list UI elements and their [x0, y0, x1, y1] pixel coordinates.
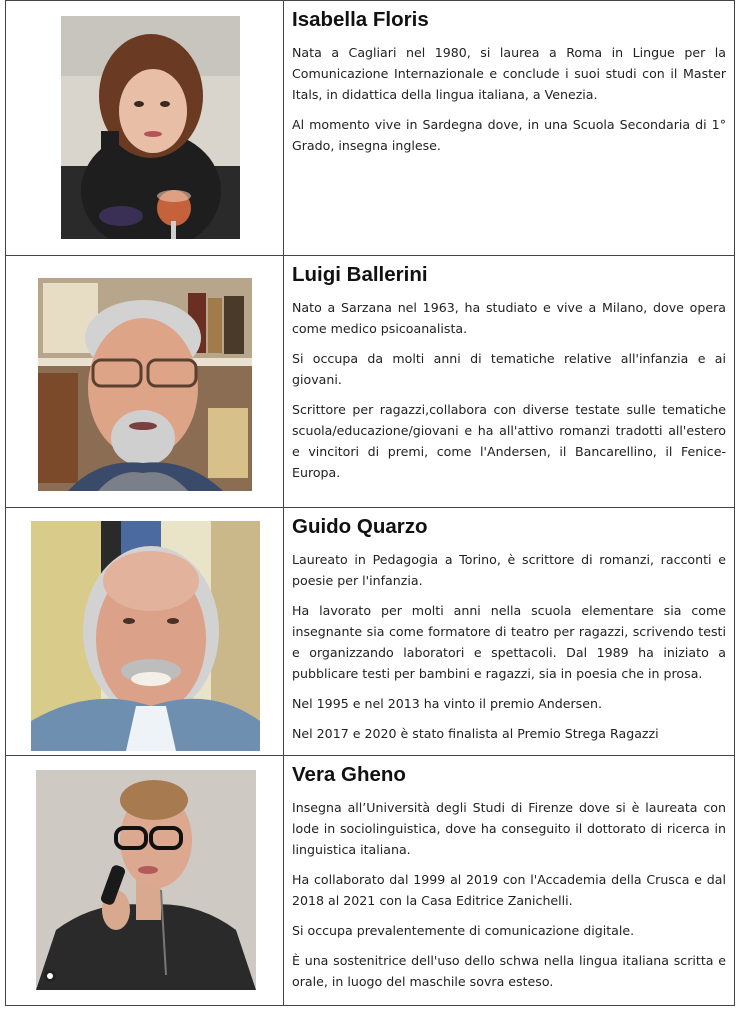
photo-cell	[6, 256, 284, 507]
bio-row-guido	[6, 507, 734, 755]
photo-cell	[6, 508, 284, 755]
photo-cell	[6, 1, 284, 255]
portrait-vera	[36, 770, 256, 990]
bio-paragraph: Ha lavorato per molti anni nella scuola elementare sia come insegnante sia come formatore di teatro per ragazzi, scrivendo testi e organizzando laboratori e spettacoli. Dal 1989 ha iniziato a pubblicare testi per bambini e ragazzi, sia in poesia che in prosa.	[292, 602, 726, 681]
bio-paragraph: Al momento vive in Sardegna dove, in una Scuola Secondaria di 1° Grado, insegna inglese.	[292, 116, 726, 153]
photo-cell	[6, 756, 284, 1005]
bio-row-luigi	[6, 255, 734, 507]
person-name: Isabella Floris	[292, 8, 429, 31]
bio-paragraph: Nato a Sarzana nel 1963, ha studiato e vive a Milano, dove opera come medico psicoanalista.	[292, 299, 726, 336]
bio-paragraph: Si occupa prevalentemente di comunicazione digitale.	[292, 922, 635, 938]
bio-paragraph: Ha collaborato dal 1999 al 2019 con l'Accademia della Crusca e dal 2018 al 2021 con la Casa Editrice Zanichelli.	[292, 871, 726, 908]
portrait-guido	[31, 521, 260, 751]
bio-text-cell	[284, 508, 734, 755]
portrait-isabella	[61, 16, 240, 239]
bio-row-isabella	[6, 1, 734, 255]
bio-text-cell	[284, 1, 734, 255]
person-name: Luigi Ballerini	[292, 263, 428, 286]
bio-paragraph: Nel 1995 e nel 2013 ha vinto il premio Andersen.	[292, 695, 602, 711]
person-name: Guido Quarzo	[292, 515, 428, 538]
bio-paragraph: Laureato in Pedagogia a Torino, è scrittore di romanzi, racconti e poesie per l'infanzia.	[292, 551, 726, 588]
bio-text-cell	[284, 256, 734, 507]
bio-paragraph: Insegna all’Università degli Studi di Firenze dove si è laureata con lode in sociolinguistica, dove ha conseguito il dottorato di ricerca in linguistica italiana.	[292, 799, 726, 857]
bio-paragraph: È una sostenitrice dell'uso dello schwa nella lingua italiana scritta e orale, in luogo del maschile sovra esteso.	[292, 952, 726, 989]
bio-text-cell	[284, 756, 734, 1005]
portrait-luigi	[38, 278, 252, 491]
bio-paragraph: Scrittore per ragazzi,collabora con diverse testate sulle tematiche scuola/educazione/giovani e ha all'attivo romanzi tradotti all'estero e vincitori di premi, come l'Andersen, il Bancarellino, il Fenice-Europa.	[292, 401, 726, 480]
person-name: Vera Gheno	[292, 763, 406, 786]
bio-paragraph: Nel 2017 e 2020 è stato finalista al Premio Strega Ragazzi	[292, 725, 659, 741]
bio-paragraph: Si occupa da molti anni di tematiche relative all'infanzia e ai giovani.	[292, 350, 726, 387]
bio-row-vera	[6, 755, 734, 1005]
bio-paragraph: Nata a Cagliari nel 1980, si laurea a Roma in Lingue per la Comunicazione Internazionale e conclude i suoi studi con il Master Itals, in didattica della lingua italiana, a Venezia.	[292, 44, 726, 102]
bio-table	[5, 0, 735, 1006]
